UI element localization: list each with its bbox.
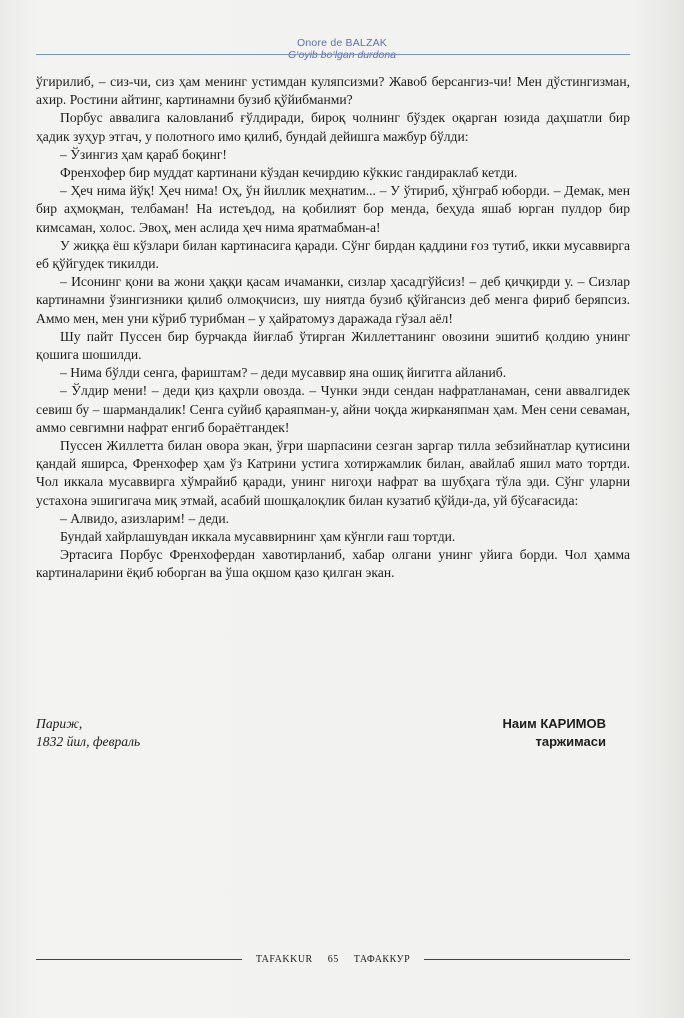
paragraph: Бундай хайрлашувдан иккала мусаввирнинг ҳам кўнгли ғаш тортди.	[60, 529, 456, 545]
signoff-date: 1832 йил, февраль	[36, 734, 141, 749]
header-title: G‘oyib bo‘lgan durdona	[288, 49, 396, 61]
translator-role: таржимаси	[535, 734, 606, 749]
paragraph: – Алвидо, азизларим! – деди.	[60, 510, 230, 526]
signoff-place: Париж,	[36, 716, 83, 731]
article-body	[36, 73, 630, 583]
paragraph: ўгирилиб, – сиз-чи, сиз ҳам менинг устимдан куляпсизми? Жавоб берсангиз-чи! Мен дўстингизман, ахир. Ростини айтинг, картинамни бузиб қўйибманми?	[36, 74, 630, 108]
paragraph: – Ўзингиз ҳам қараб боқинг!	[60, 146, 227, 162]
footer-rule-right	[424, 959, 630, 960]
paragraph: – Исонинг қони ва жони ҳаққи қасам ичаманки, сизлар ҳасадгўйсиз! – деб қичқирди у. – Сизлар картинамни ўзингизники қилиб олмоқчисиз, шу ниятда бузиб қўйгансиз деб менга фириб беряпсиз. Аммо мен, мен уни кўриб турибман – у ҳайратомуз даражада гўзал аёл!	[36, 274, 630, 326]
paragraph: Френхофер бир муддат картинани кўздан кечирдию кўккис гандираклаб кетди.	[60, 165, 518, 181]
paragraph: Шу пайт Пуссен бир бурчакда йиғлаб ўтирган Жиллеттанинг овозини эшитиб қолдию унинг қошига шошилди.	[36, 328, 630, 363]
header-rule	[36, 54, 630, 55]
paragraph: – Нима бўлди сенга, фариштам? – деди мусаввир яна ошиқ йигитга айланиб.	[60, 365, 507, 381]
translator-name: Наим КАРИМОВ	[502, 716, 606, 731]
paragraph: У жиққа ёш кўзлари билан картинасига қаради. Сўнг бирдан қаддини ғоз тутиб, икки мусаввирга еб қўйгудек тикилди.	[36, 237, 630, 272]
running-header	[0, 37, 684, 61]
translator-credit	[502, 715, 606, 751]
paragraph: Порбус аввалига каловланиб ғўлдиради, бироқ чолнинг бўздек оқарган юзида даҳшатли бир ҳадик зуҳур этгач, у полотного имо қилиб, бундай дейишга мажбур бўлди:	[36, 110, 630, 144]
footer-journal-cyrillic: ТАФАККУР	[353, 953, 411, 965]
paragraph: Пуссен Жиллетта билан овора экан, ўғри шарпасини сезган заргар тилла зебзийнатлар қутисини қандай яширса, Френхофер ҳам ўз Катрини устига хотиржамлик билан, авайлаб яшил мато тортди. Чол иккала мусаввирга хўмрайиб қаради, унинг нигоҳи нафрат ва шубҳага тўла эди. Сўнг уларни устахона эшигигача миқ этмай, асабий шошқалоқлик билан кузатиб қўйди-да, уй бўсағасида:	[36, 438, 630, 508]
paragraph: – Ҳеч нима йўқ! Ҳеч нима! Оҳ, ўн йиллик меҳнатим... – У ўтириб, ҳўнграб юборди. – Демак, мен бир аҳмоқман, телбаман! На истеъдод, на қобилият бор менда, беҳуда яшаб юрган пулдор бир кимсаман, холос. Эвоҳ, мен аслида ҳеч нима яратмабман-а!	[36, 183, 630, 235]
page-number: 65	[327, 953, 339, 965]
footer-text	[242, 954, 424, 965]
paragraph: Эртасига Порбус Френхофердан хавотирланиб, хабар олгани унинг уйига борди. Чол ҳамма картиналарини ёқиб юборган ва ўша оқшом қазо қилган экан.	[36, 547, 630, 581]
page-footer	[36, 949, 630, 969]
paragraph: – Ўлдир мени! – деди қиз қаҳрли овозда. – Чунки энди сендан нафратланаман, сени аввалгидек севиш бу – шармандалик! Сенга суйиб қараяпман-у, айни чоқда жирканяпман ҳам. Мен сени севаман, аммо севгимни нафрат енгиб бораётгандек!	[36, 383, 630, 435]
header-author: Onore de BALZAK	[297, 37, 387, 49]
footer-rule-left	[36, 959, 242, 960]
footer-journal-latin: TAFAKKUR	[255, 953, 313, 965]
